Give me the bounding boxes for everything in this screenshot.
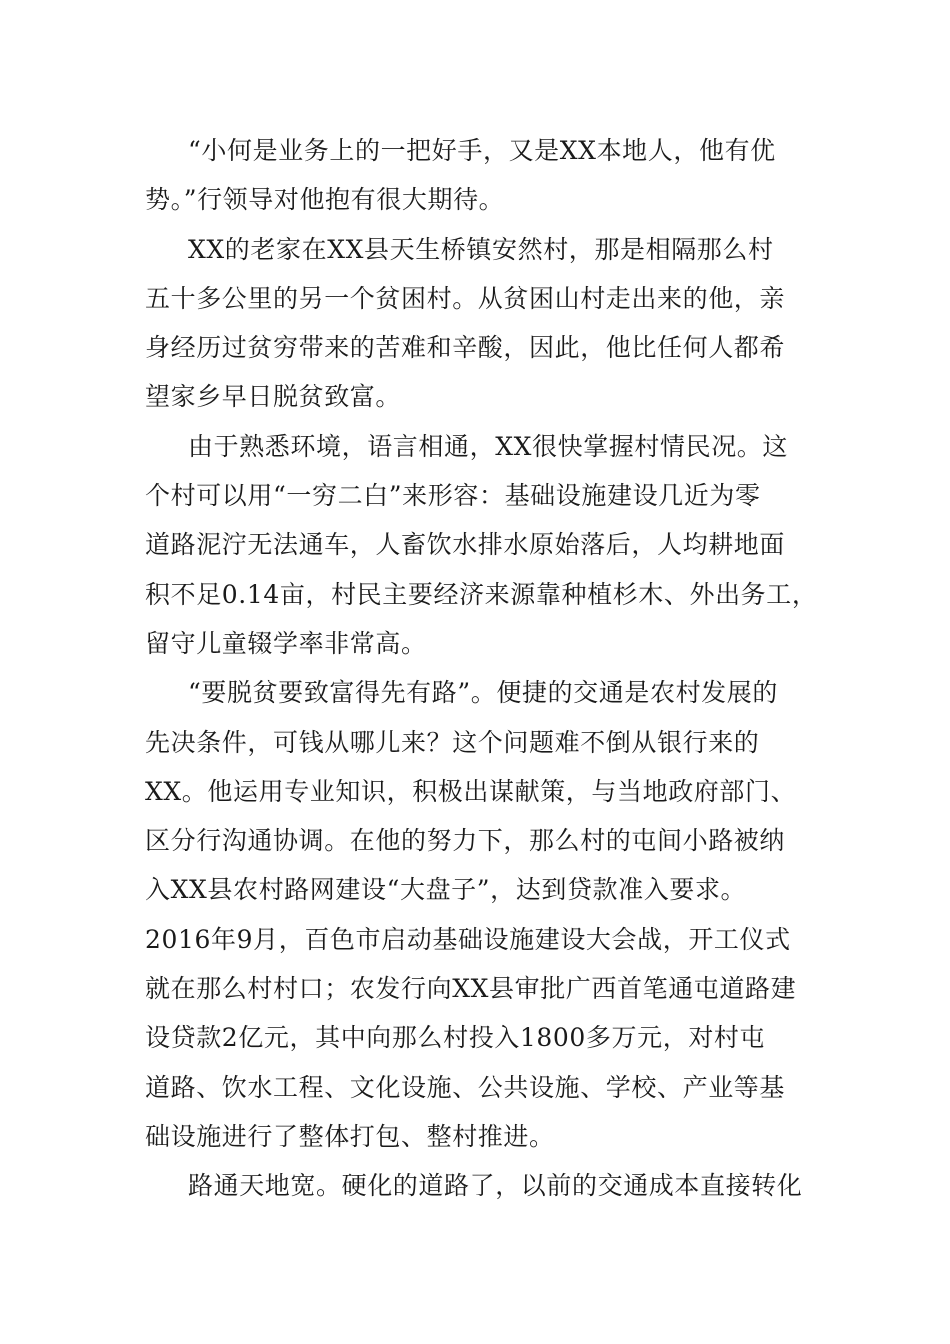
text-line: 区分行沟通协调。在他的努力下，那么村的屯间小路被纳 <box>145 826 786 856</box>
text-line: 设贷款2亿元，其中向那么村投入1800多万元，对村屯 <box>145 1023 766 1053</box>
article-body <box>145 126 825 1211</box>
text-line: 势。”行领导对他抱有很大期待。 <box>145 185 505 215</box>
text-line: 由于熟悉环境，语言相通，XX很快掌握村情民况。这 <box>188 431 788 461</box>
text-line: 留守儿童辍学率非常高。 <box>145 628 427 658</box>
text-line: 础设施进行了整体打包、整村推进。 <box>145 1121 555 1151</box>
text-line: XX。他运用专业知识，积极出谋献策，与当地政府部门、 <box>145 776 797 806</box>
text-line: 个村可以用“一穷二白”来形容：基础设施建设几近为零 <box>145 481 761 511</box>
text-line: 路通天地宽。硬化的道路了，以前的交通成本直接转化 <box>188 1171 803 1201</box>
text-line: 积不足0.14亩，村民主要经济来源靠种植杉木、外出务工， <box>145 579 818 609</box>
text-line: 道路、饮水工程、文化设施、公共设施、学校、产业等基 <box>145 1072 786 1102</box>
text-line: “要脱贫要致富得先有路”。便捷的交通是农村发展的 <box>188 678 778 708</box>
text-line: 2016年9月，百色市启动基础设施建设大会战，开工仪式 <box>145 924 791 954</box>
text-line: XX的老家在XX县天生桥镇安然村，那是相隔那么村 <box>188 234 774 264</box>
text-line: 道路泥泞无法通车，人畜饮水排水原始落后，人均耕地面 <box>145 530 786 560</box>
text-line: 入XX县农村路网建设“大盘子”，达到贷款准入要求。 <box>145 875 747 905</box>
text-line: 就在那么村村口；农发行向XX县审批广西首笔通屯道路建 <box>145 974 797 1004</box>
text-line: “小何是业务上的一把好手，又是XX本地人，他有优 <box>188 136 776 165</box>
text-line: 先决条件，可钱从哪儿来？这个问题难不倒从银行来的 <box>145 727 760 757</box>
text-line: 身经历过贫穷带来的苦难和辛酸，因此，他比任何人都希 <box>145 333 786 363</box>
text-line: 五十多公里的另一个贫困村。从贫困山村走出来的他，亲 <box>145 283 786 313</box>
text-line: 望家乡早日脱贫致富。 <box>145 382 402 412</box>
